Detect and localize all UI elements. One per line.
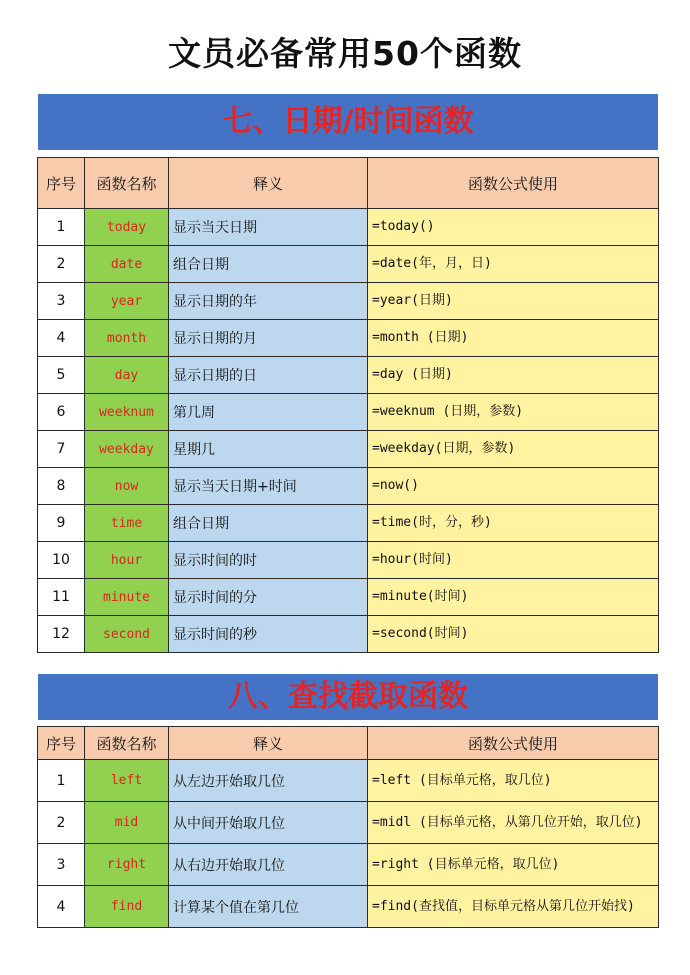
row-number: 10: [38, 542, 85, 579]
row-number: 9: [38, 505, 85, 542]
function-formula: =date(年，月，日): [368, 246, 659, 283]
function-name: year: [85, 283, 169, 320]
table-row: [38, 542, 659, 579]
column-header-name: 函数名称: [85, 158, 169, 209]
function-name: now: [85, 468, 169, 505]
table-row: [38, 283, 659, 320]
function-description: 计算某个值在第几位: [169, 886, 368, 928]
function-formula: =left (目标单元格，取几位): [368, 760, 659, 802]
function-description: 组合日期: [169, 246, 368, 283]
function-name: left: [85, 760, 169, 802]
function-formula: =find(查找值，目标单元格从第几位开始找): [368, 886, 659, 928]
function-formula: =month (日期): [368, 320, 659, 357]
table-row: [38, 616, 659, 653]
row-number: 4: [38, 886, 85, 928]
function-name: today: [85, 209, 169, 246]
function-name: time: [85, 505, 169, 542]
table-row: [38, 246, 659, 283]
date-time-functions-table: [37, 157, 659, 653]
column-header-no: 序号: [38, 727, 85, 760]
row-number: 1: [38, 209, 85, 246]
function-description: 显示当天日期: [169, 209, 368, 246]
date-time-table-body: [38, 209, 659, 653]
row-number: 1: [38, 760, 85, 802]
table-row: [38, 505, 659, 542]
function-description: 第几周: [169, 394, 368, 431]
function-formula: =year(日期): [368, 283, 659, 320]
table-header-row: [38, 158, 659, 209]
table-row: [38, 357, 659, 394]
table-row: [38, 802, 659, 844]
table-row: [38, 844, 659, 886]
function-formula: =now(): [368, 468, 659, 505]
function-description: 从中间开始取几位: [169, 802, 368, 844]
row-number: 12: [38, 616, 85, 653]
function-description: 组合日期: [169, 505, 368, 542]
column-header-formula: 函数公式使用: [368, 727, 659, 760]
function-description: 显示时间的时: [169, 542, 368, 579]
row-number: 4: [38, 320, 85, 357]
section-heading-date-time: 七、日期/时间函数: [38, 94, 658, 150]
function-formula: =minute(时间): [368, 579, 659, 616]
table-row: [38, 760, 659, 802]
function-formula: =right (目标单元格，取几位): [368, 844, 659, 886]
table-row: [38, 431, 659, 468]
function-formula: =midl (目标单元格，从第几位开始，取几位): [368, 802, 659, 844]
column-header-desc: 释义: [169, 727, 368, 760]
function-description: 显示时间的秒: [169, 616, 368, 653]
row-number: 11: [38, 579, 85, 616]
row-number: 2: [38, 246, 85, 283]
function-formula: =day (日期): [368, 357, 659, 394]
function-formula: =weekday(日期，参数): [368, 431, 659, 468]
function-description: 显示当天日期+时间: [169, 468, 368, 505]
function-description: 星期几: [169, 431, 368, 468]
row-number: 3: [38, 844, 85, 886]
function-name: find: [85, 886, 169, 928]
function-name: month: [85, 320, 169, 357]
function-description: 显示时间的分: [169, 579, 368, 616]
function-description: 从右边开始取几位: [169, 844, 368, 886]
function-description: 从左边开始取几位: [169, 760, 368, 802]
function-name: second: [85, 616, 169, 653]
table-row: [38, 468, 659, 505]
page-title: 文员必备常用50个函数: [168, 34, 522, 73]
table-row: [38, 886, 659, 928]
function-description: 显示日期的年: [169, 283, 368, 320]
function-description: 显示日期的日: [169, 357, 368, 394]
function-name: hour: [85, 542, 169, 579]
function-name: minute: [85, 579, 169, 616]
column-header-name: 函数名称: [85, 727, 169, 760]
column-header-formula: 函数公式使用: [368, 158, 659, 209]
table-row: [38, 209, 659, 246]
function-name: weekday: [85, 431, 169, 468]
function-formula: =second(时间): [368, 616, 659, 653]
function-name: right: [85, 844, 169, 886]
table-row: [38, 394, 659, 431]
function-name: day: [85, 357, 169, 394]
row-number: 2: [38, 802, 85, 844]
function-description: 显示日期的月: [169, 320, 368, 357]
row-number: 6: [38, 394, 85, 431]
table-header-row: [38, 727, 659, 760]
section-heading-lookup: 八、查找截取函数: [38, 674, 658, 720]
function-name: date: [85, 246, 169, 283]
row-number: 3: [38, 283, 85, 320]
row-number: 8: [38, 468, 85, 505]
function-formula: =weeknum (日期，参数): [368, 394, 659, 431]
table-row: [38, 579, 659, 616]
table-row: [38, 320, 659, 357]
column-header-no: 序号: [38, 158, 85, 209]
function-formula: =time(时，分，秒): [368, 505, 659, 542]
lookup-functions-table: [37, 726, 659, 928]
row-number: 5: [38, 357, 85, 394]
function-name: mid: [85, 802, 169, 844]
column-header-desc: 释义: [169, 158, 368, 209]
function-formula: =hour(时间): [368, 542, 659, 579]
row-number: 7: [38, 431, 85, 468]
lookup-table-body: [38, 760, 659, 928]
function-formula: =today(): [368, 209, 659, 246]
function-name: weeknum: [85, 394, 169, 431]
